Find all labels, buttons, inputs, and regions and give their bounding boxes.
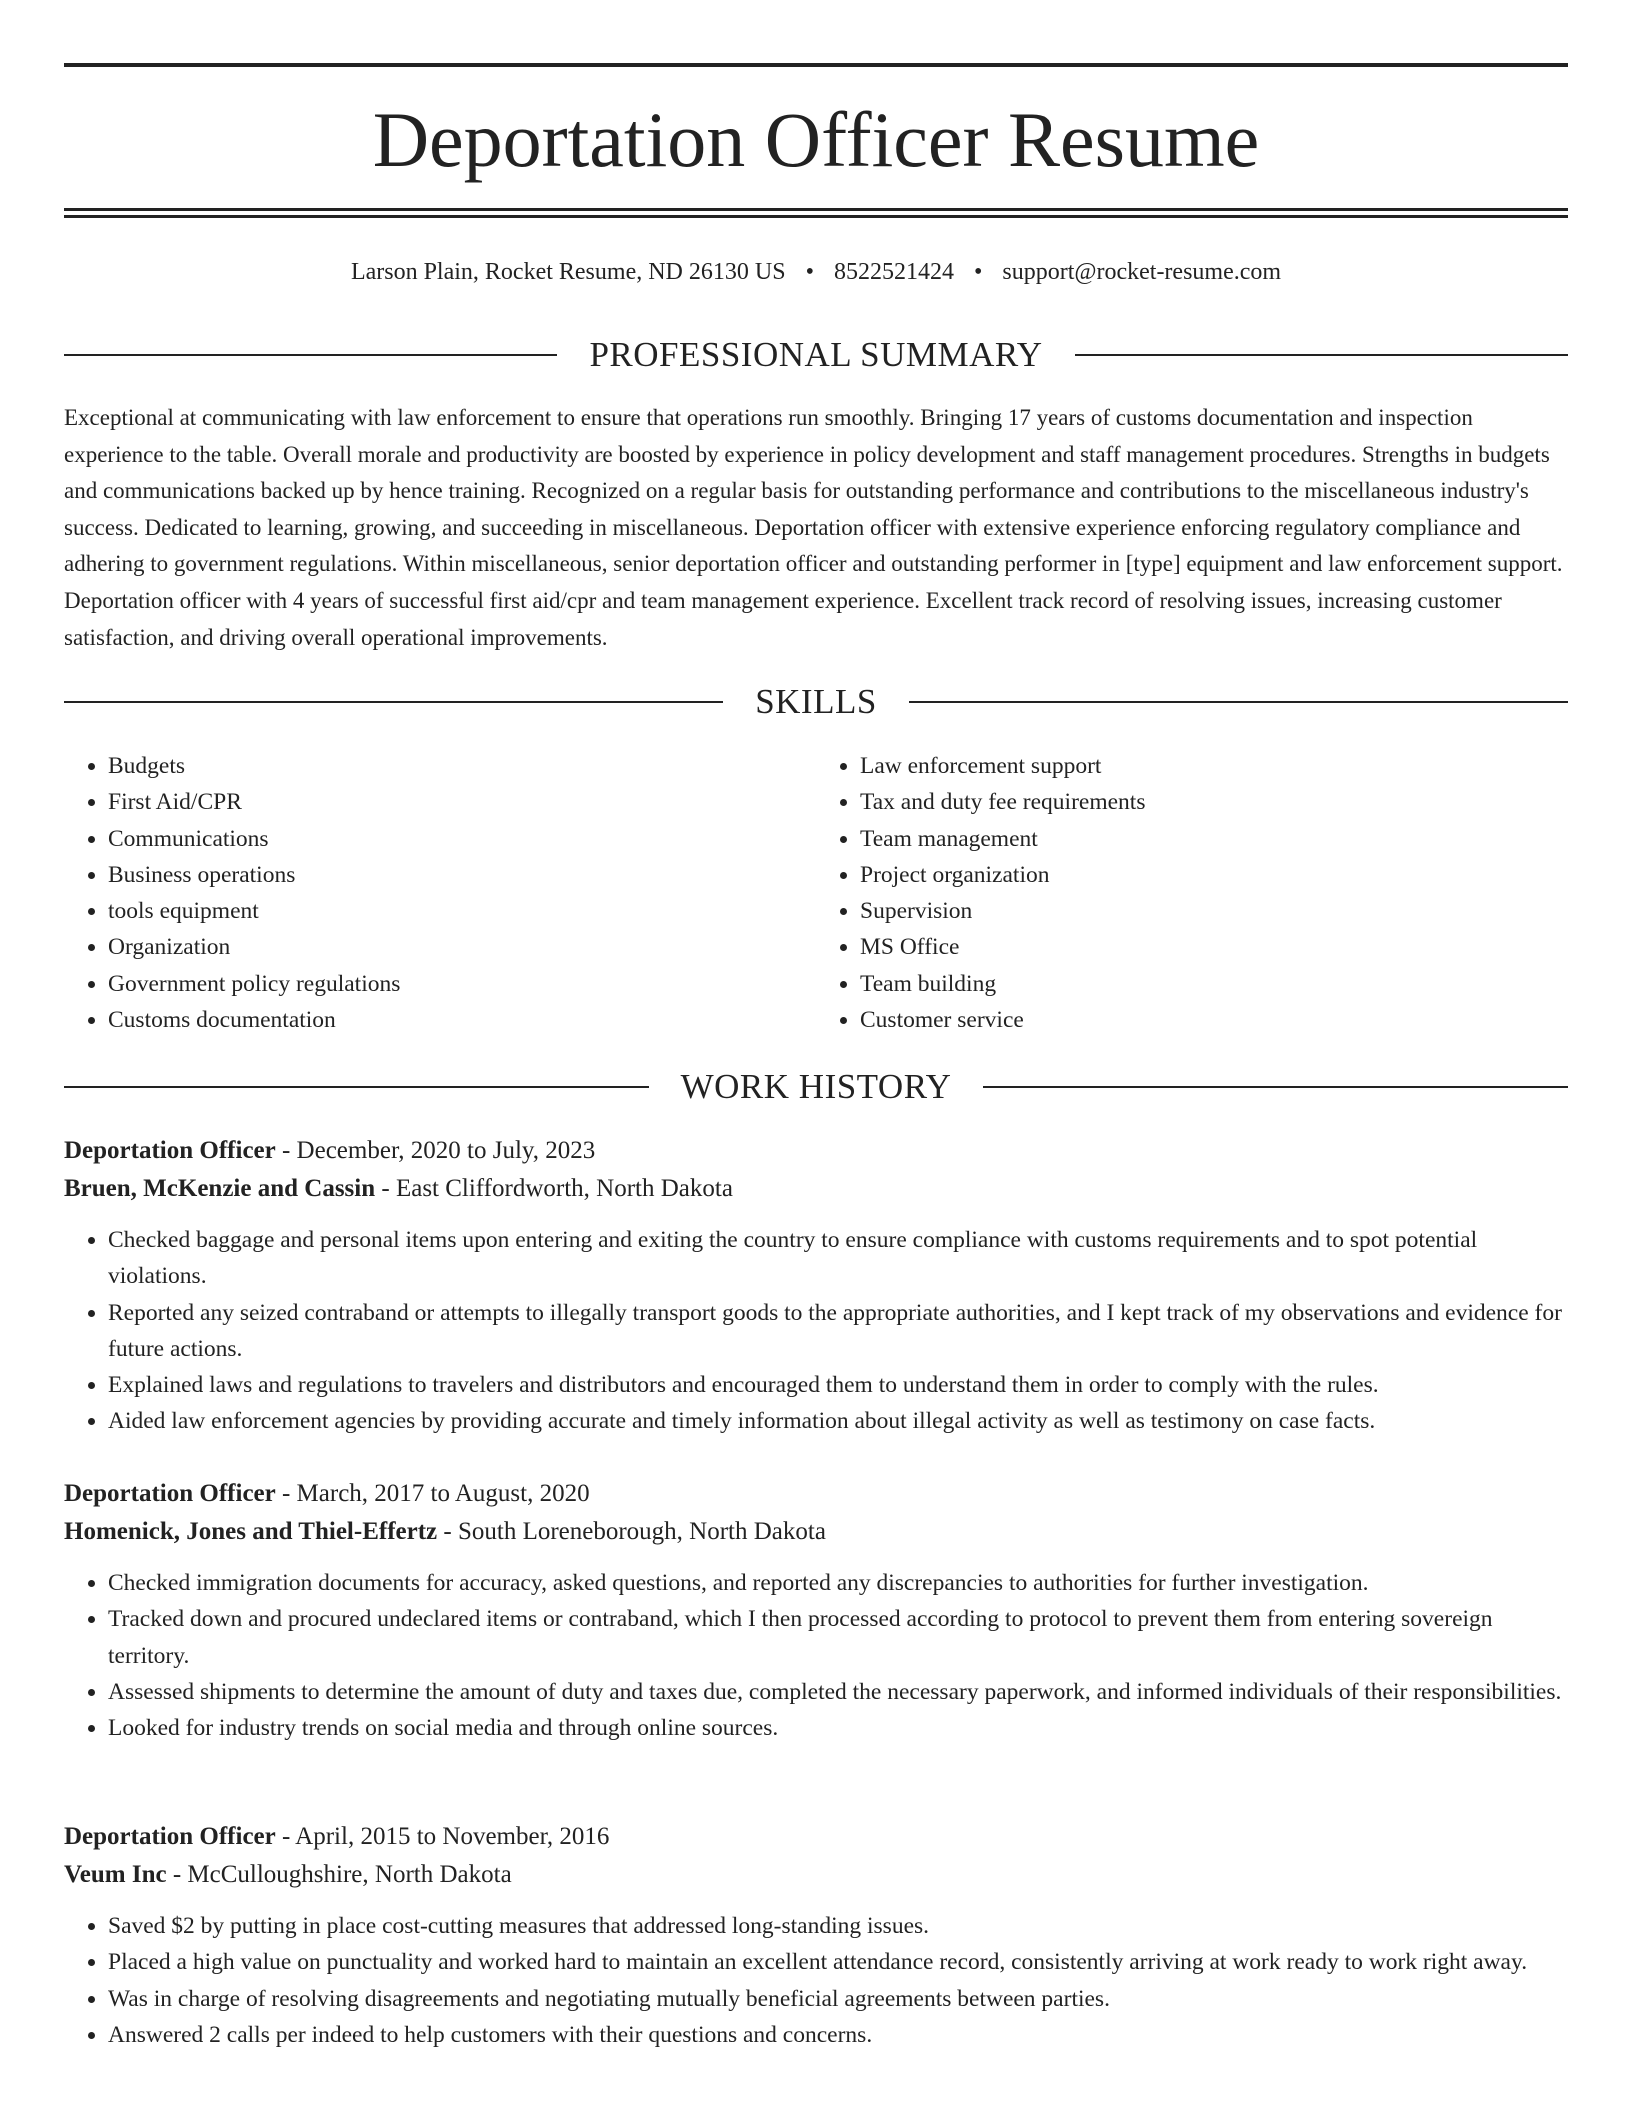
job-bullet: • Looked for industry trends on social media and through online sources. bbox=[108, 1710, 1568, 1746]
skill-item: • Supervision bbox=[860, 893, 1568, 929]
section-rule-right bbox=[1075, 354, 1568, 356]
job-bullet: • Tracked down and procured undeclared items or contraband, which I then processed according to protocol to prevent them from entering sovereign territory. bbox=[108, 1601, 1568, 1674]
skill-item: • Law enforcement support bbox=[860, 748, 1568, 784]
top-rule bbox=[64, 63, 1568, 67]
skill-item: • Government policy regulations bbox=[108, 966, 816, 1002]
job-bullets bbox=[64, 1565, 1568, 1746]
section-rule-left bbox=[64, 354, 557, 356]
professional-summary: Exceptional at communicating with law enforcement to ensure that operations run smoothly. Bringing 17 years of customs documentation and inspection experience to the table. Overall morale and productivity are boosted by experience in policy development and staff management procedures. Strengths in budgets and communications backed up by hence training. Recognized on a regular basis for outstanding performance and contributions to the miscellaneous industry's success. Dedicated to learning, growing, and succeeding in miscellaneous. Deportation officer with extensive experience enforcing regulatory compliance and adhering to government regulations. Within miscellaneous, senior deportation officer and outstanding performer in [type] equipment and law enforcement support. Deportation officer with 4 years of successful first aid/cpr and team management experience. Excellent track record of resolving issues, increasing customer satisfaction, and driving overall operational improvements. bbox=[64, 405, 1563, 650]
skill-item: • Budgets bbox=[108, 748, 816, 784]
job-bullet: • Checked immigration documents for accuracy, asked questions, and reported any discrepancies to authorities for further investigation. bbox=[108, 1565, 1568, 1601]
job-company-line bbox=[64, 1856, 1568, 1894]
skill-item: • Customs documentation bbox=[108, 1002, 816, 1038]
job-dates: - December, 2020 to July, 2023 bbox=[275, 1137, 596, 1164]
contact-phone: 8522521424 bbox=[833, 259, 954, 285]
job-company: Bruen, McKenzie and Cassin bbox=[64, 1175, 376, 1202]
job-title-line bbox=[64, 1475, 1568, 1513]
section-rule-right bbox=[909, 701, 1568, 703]
contact-separator: • bbox=[805, 259, 814, 285]
job-title-line bbox=[64, 1132, 1568, 1170]
section-rule-right bbox=[983, 1086, 1568, 1088]
section-heading-skills bbox=[64, 680, 1568, 724]
contact-email[interactable]: support@rocket-resume.com bbox=[1002, 259, 1282, 285]
section-title: WORK HISTORY bbox=[680, 1067, 952, 1106]
skill-item: • Tax and duty fee requirements bbox=[860, 784, 1568, 820]
job-company: Homenick, Jones and Thiel-Effertz bbox=[64, 1518, 438, 1545]
job-entry bbox=[64, 1475, 1568, 1746]
skills-column-right bbox=[816, 748, 1568, 1038]
skill-item: • MS Office bbox=[860, 929, 1568, 965]
job-role: Deportation Officer bbox=[64, 1137, 276, 1164]
skill-item: • Team management bbox=[860, 821, 1568, 857]
job-bullet: • Placed a high value on punctuality and worked hard to maintain an excellent attendance record, consistently arriving at work ready to work right away. bbox=[108, 1944, 1568, 1980]
skill-item: • Communications bbox=[108, 821, 816, 857]
section-heading-summary bbox=[64, 333, 1568, 377]
job-bullet: • Answered 2 calls per indeed to help customers with their questions and concerns. bbox=[108, 2017, 1568, 2053]
job-dates: - March, 2017 to August, 2020 bbox=[275, 1480, 590, 1507]
job-bullet: • Assessed shipments to determine the amount of duty and taxes due, completed the necessary paperwork, and informed individuals of their responsibilities. bbox=[108, 1674, 1568, 1710]
job-entry bbox=[64, 1132, 1568, 1440]
job-role: Deportation Officer bbox=[64, 1480, 276, 1507]
job-bullet: • Aided law enforcement agencies by providing accurate and timely information about illegal activity as well as testimony on case facts. bbox=[108, 1403, 1568, 1439]
job-company-line bbox=[64, 1513, 1568, 1551]
skill-item: • Team building bbox=[860, 966, 1568, 1002]
contact-address: Larson Plain, Rocket Resume, ND 26130 US bbox=[350, 259, 786, 285]
skill-item: • tools equipment bbox=[108, 893, 816, 929]
skill-item: • Organization bbox=[108, 929, 816, 965]
job-bullet: • Checked baggage and personal items upon entering and exiting the country to ensure compliance with customs requirements and to spot potential violations. bbox=[108, 1222, 1568, 1295]
job-location: - East Cliffordworth, North Dakota bbox=[375, 1175, 733, 1202]
job-bullets bbox=[64, 1908, 1568, 2053]
job-company: Veum Inc bbox=[64, 1861, 167, 1888]
section-rule-left bbox=[64, 701, 723, 703]
job-location: - South Loreneborough, North Dakota bbox=[437, 1518, 826, 1545]
skill-item: • Customer service bbox=[860, 1002, 1568, 1038]
resume-title: Deportation Officer Resume bbox=[372, 96, 1260, 183]
skill-item: • Business operations bbox=[108, 857, 816, 893]
job-bullets bbox=[64, 1222, 1568, 1440]
job-company-line bbox=[64, 1170, 1568, 1208]
skills-list bbox=[64, 748, 1568, 1038]
section-rule-left bbox=[64, 1086, 649, 1088]
contact-separator: • bbox=[973, 259, 983, 285]
section-title: PROFESSIONAL SUMMARY bbox=[589, 335, 1043, 374]
section-heading-work-history bbox=[64, 1065, 1568, 1109]
job-bullet: • Saved $2 by putting in place cost-cutting measures that addressed long-standing issues. bbox=[108, 1908, 1568, 1944]
job-bullet: • Explained laws and regulations to travelers and distributors and encouraged them to understand them in order to comply with the rules. bbox=[108, 1367, 1568, 1403]
skill-item: • Project organization bbox=[860, 857, 1568, 893]
job-bullet: • Was in charge of resolving disagreements and negotiating mutually beneficial agreements between parties. bbox=[108, 1981, 1568, 2017]
title-double-rule bbox=[64, 208, 1568, 218]
section-title: SKILLS bbox=[755, 682, 877, 721]
job-role: Deportation Officer bbox=[64, 1823, 276, 1850]
job-entry bbox=[64, 1818, 1568, 2053]
skills-column-left bbox=[64, 748, 816, 1038]
job-location: - McCulloughshire, North Dakota bbox=[166, 1861, 512, 1888]
job-bullet: • Reported any seized contraband or attempts to illegally transport goods to the appropriate authorities, and I kept track of my observations and evidence for future actions. bbox=[108, 1295, 1568, 1368]
contact-line bbox=[64, 254, 1568, 290]
job-dates: - April, 2015 to November, 2016 bbox=[275, 1823, 610, 1850]
skill-item: • First Aid/CPR bbox=[108, 784, 816, 820]
job-title-line bbox=[64, 1818, 1568, 1856]
